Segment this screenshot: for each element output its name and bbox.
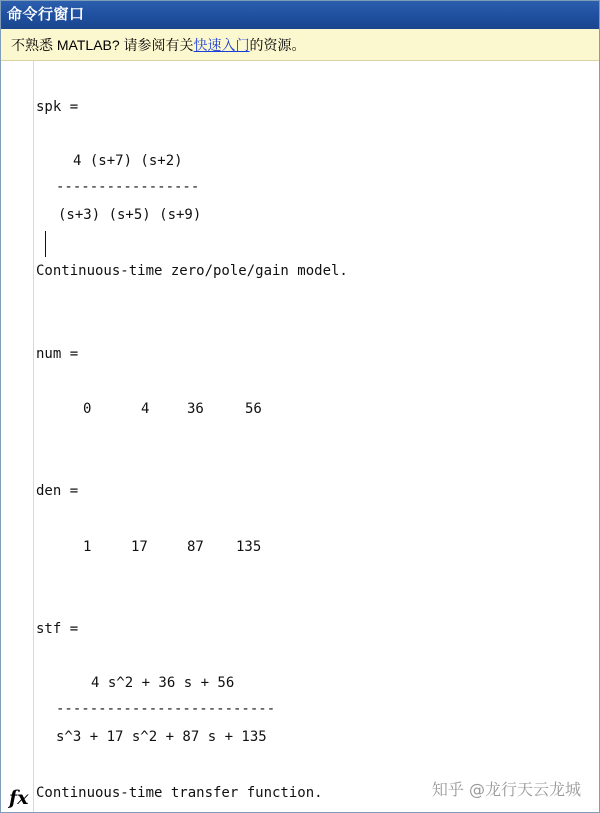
info-text-prefix: 不熟悉 MATLAB? 请参阅有关: [11, 37, 194, 53]
getting-started-link[interactable]: 快速入门: [193, 37, 250, 53]
stf-label: stf =: [36, 621, 79, 637]
stf-fraction-rule: --------------------------: [56, 701, 276, 717]
spk-denominator: (s+3) (s+5) (s+9): [58, 207, 202, 223]
spk-description: Continuous-time zero/pole/gain model.: [36, 263, 348, 279]
num-value: 0: [83, 401, 92, 417]
den-label: den =: [36, 483, 79, 499]
den-value: 135: [236, 539, 262, 555]
info-text-suffix: 的资源。: [249, 37, 306, 53]
info-bar: [1, 29, 599, 61]
left-margin: [1, 61, 34, 813]
function-browser-icon[interactable]: fx: [9, 787, 29, 809]
stf-description: Continuous-time transfer function.: [36, 785, 323, 801]
spk-fraction-rule: -----------------: [56, 179, 200, 195]
window-title: 命令行窗口: [1, 1, 599, 29]
text-cursor: [45, 231, 46, 257]
command-output-area[interactable]: [1, 61, 599, 813]
num-value: 4: [141, 401, 150, 417]
spk-label: spk =: [36, 99, 79, 115]
stf-denominator: s^3 + 17 s^2 + 87 s + 135: [56, 729, 267, 745]
den-value: 87: [187, 539, 204, 555]
num-value: 56: [245, 401, 262, 417]
den-value: 1: [83, 539, 92, 555]
num-value: 36: [187, 401, 204, 417]
stf-numerator: 4 s^2 + 36 s + 56: [91, 675, 235, 691]
watermark-text: 知乎 @龙行天云龙城: [431, 780, 581, 799]
den-value: 17: [131, 539, 148, 555]
num-label: num =: [36, 346, 79, 362]
spk-numerator: 4 (s+7) (s+2): [73, 153, 183, 169]
